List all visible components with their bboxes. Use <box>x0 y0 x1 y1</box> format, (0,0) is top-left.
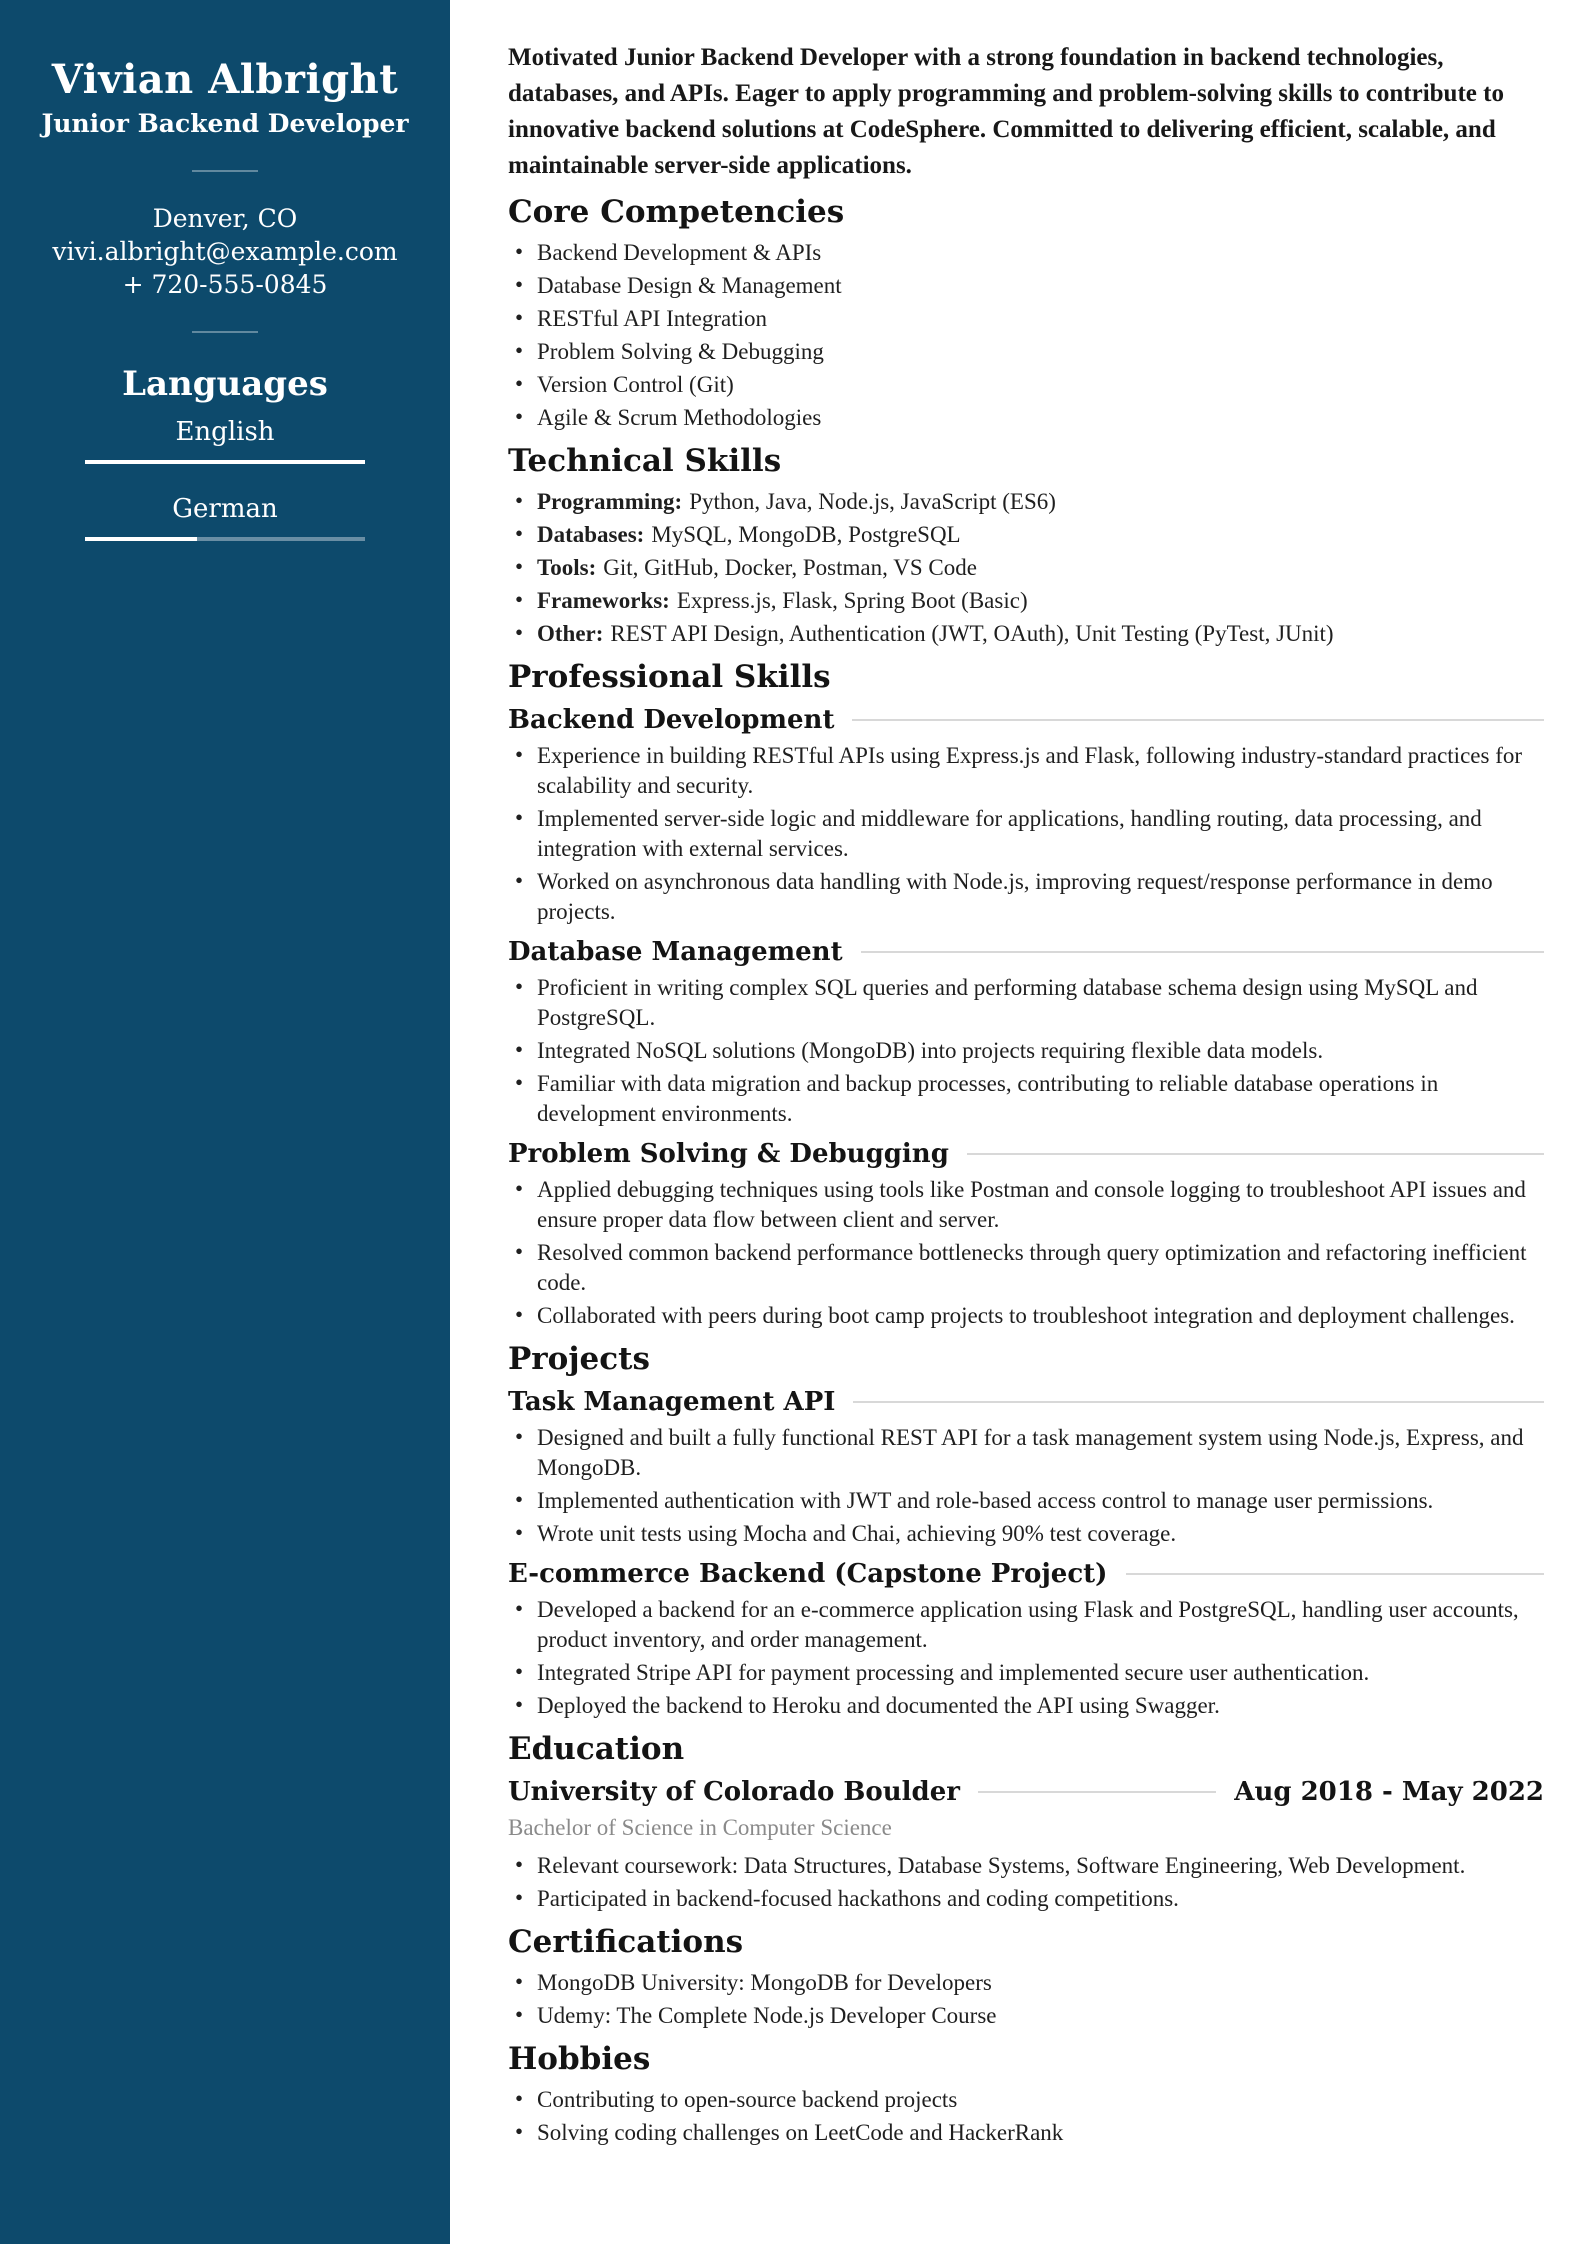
list-item-text: Integrated Stripe API for payment processing and implemented secure user authentication. <box>537 1660 1370 1685</box>
subsection-rule <box>861 951 1544 953</box>
skill-label: Databases: <box>537 522 645 547</box>
education-degree: Bachelor of Science in Computer Science <box>508 1815 892 1840</box>
subsection-title: E-commerce Backend (Capstone Project) <box>508 1559 1108 1589</box>
person-job-title: Junior Backend Developer <box>41 109 409 138</box>
list-item <box>508 403 1544 433</box>
list-item <box>508 741 1544 801</box>
skill-text: Git, GitHub, Docker, Postman, VS Code <box>603 555 977 580</box>
main-content <box>450 0 1588 2244</box>
skill-text: Python, Java, Node.js, JavaScript (ES6) <box>689 489 1056 514</box>
language-name: English <box>175 417 275 447</box>
subsection-header <box>508 1137 1544 1171</box>
list-item <box>508 867 1544 927</box>
subsection-title: Backend Development <box>508 705 835 735</box>
subsection-title: Database Management <box>508 937 843 967</box>
project-list <box>508 1595 1544 1721</box>
subsection-title: Task Management API <box>508 1387 836 1417</box>
subsection-rule <box>1126 1573 1545 1575</box>
list-item-text: Deployed the backend to Heroku and documented the API using Swagger. <box>537 1693 1220 1718</box>
language-name: German <box>172 494 278 524</box>
list-item-text: Problem Solving & Debugging <box>537 339 824 364</box>
section-education <box>508 1731 1544 1914</box>
language-level-bar <box>85 460 365 464</box>
sidebar-divider <box>192 170 258 172</box>
languages-heading: Languages <box>122 364 328 404</box>
list-item-text: Experience in building RESTful APIs using Express.js and Flask, following industry-standard practices for scalability and security. <box>537 743 1523 798</box>
skill-text: MySQL, MongoDB, PostgreSQL <box>651 522 961 547</box>
section-heading: Education <box>508 1731 685 1767</box>
list-item <box>508 1519 1544 1549</box>
list-item <box>508 586 1544 616</box>
education-header <box>508 1775 1544 1809</box>
list-item-text: Relevant coursework: Data Structures, Database Systems, Software Engineering, Web Development. <box>537 1853 1466 1878</box>
section-heading: Hobbies <box>508 2041 651 2077</box>
person-name: Vivian Albright <box>51 56 399 103</box>
section-technical-skills <box>508 443 1544 649</box>
list-item <box>508 1069 1544 1129</box>
list-item-text: Familiar with data migration and backup processes, contributing to reliable database operations in development environments. <box>537 1071 1439 1126</box>
list-item-text: Participated in backend-focused hackathons and coding competitions. <box>537 1886 1179 1911</box>
section-core-competencies <box>508 194 1544 433</box>
contact-location: Denver, CO <box>152 204 298 233</box>
professional-skills-list <box>508 1175 1544 1331</box>
education-dates: Aug 2018 - May 2022 <box>1234 1777 1544 1807</box>
list-item-text: Applied debugging techniques using tools like Postman and console logging to troubleshoot API issues and ensure proper data flow between client and server. <box>537 1177 1526 1232</box>
subsection-rule <box>978 1791 1216 1793</box>
list-item <box>508 1884 1544 1914</box>
list-item <box>508 2085 1544 2115</box>
language-level-fill <box>85 537 197 541</box>
section-heading: Professional Skills <box>508 659 831 695</box>
subsection-title: Problem Solving & Debugging <box>508 1139 949 1169</box>
technical-skills-list <box>508 487 1544 649</box>
language-level-bar <box>85 537 365 541</box>
subsection-rule <box>853 1401 1544 1403</box>
list-item-text: Implemented authentication with JWT and role-based access control to manage user permissions. <box>537 1488 1434 1513</box>
list-item <box>508 337 1544 367</box>
list-item-text: Database Design & Management <box>537 273 842 298</box>
list-item <box>508 520 1544 550</box>
list-item-text: Backend Development & APIs <box>537 240 822 265</box>
list-item-text: Udemy: The Complete Node.js Developer Course <box>537 2003 997 2028</box>
list-item-text: Wrote unit tests using Mocha and Chai, achieving 90% test coverage. <box>537 1521 1177 1546</box>
list-item <box>508 304 1544 334</box>
education-school: University of Colorado Boulder <box>508 1777 960 1807</box>
list-item-text: Implemented server-side logic and middleware for applications, handling routing, data processing, and integration with external services. <box>537 806 1482 861</box>
list-item <box>508 370 1544 400</box>
section-certifications <box>508 1924 1544 2031</box>
professional-skills-list <box>508 973 1544 1129</box>
list-item-text: Agile & Scrum Methodologies <box>537 405 822 430</box>
subsection-rule <box>967 1153 1544 1155</box>
list-item <box>508 1175 1544 1235</box>
subsection-header <box>508 1385 1544 1419</box>
subsection-header <box>508 1557 1544 1591</box>
list-item-text: Developed a backend for an e-commerce application using Flask and PostgreSQL, handling user accounts, product inventory, and order management. <box>537 1597 1519 1652</box>
professional-skills-list <box>508 741 1544 927</box>
core-competencies-list <box>508 238 1544 433</box>
list-item <box>508 238 1544 268</box>
contact-block <box>36 202 414 301</box>
section-projects <box>508 1341 1544 1721</box>
sidebar-divider <box>192 331 258 333</box>
skill-label: Programming: <box>537 489 683 514</box>
skill-label: Tools: <box>537 555 597 580</box>
list-item-text: MongoDB University: MongoDB for Developers <box>537 1970 992 1995</box>
language-item <box>36 415 414 464</box>
list-item <box>508 271 1544 301</box>
skill-text: Express.js, Flask, Spring Boot (Basic) <box>676 588 1028 613</box>
contact-phone: + 720-555-0845 <box>122 270 328 299</box>
list-item <box>508 1595 1544 1655</box>
list-item <box>508 619 1544 649</box>
list-item-text: Resolved common backend performance bottlenecks through query optimization and refactoring inefficient code. <box>537 1240 1527 1295</box>
list-item-text: RESTful API Integration <box>537 306 767 331</box>
section-heading: Technical Skills <box>508 443 782 479</box>
hobbies-list <box>508 2085 1544 2148</box>
list-item <box>508 553 1544 583</box>
list-item <box>508 1658 1544 1688</box>
list-item <box>508 1968 1544 1998</box>
certifications-list <box>508 1968 1544 2031</box>
list-item <box>508 1486 1544 1516</box>
list-item <box>508 804 1544 864</box>
list-item <box>508 487 1544 517</box>
list-item-text: Designed and built a fully functional REST API for a task management system using Node.js, Express, and MongoDB. <box>537 1425 1524 1480</box>
list-item-text: Version Control (Git) <box>537 372 734 397</box>
summary-paragraph: Motivated Junior Backend Developer with a strong foundation in backend technologies, databases, and APIs. Eager to apply programming and problem-solving skills to contribute to innovative backend solutions at CodeSphere. Committed to delivering efficient, scalable, and maintainable server-side applications. <box>508 44 1504 179</box>
section-heading: Core Competencies <box>508 194 845 230</box>
education-list <box>508 1851 1544 1914</box>
section-heading: Certifications <box>508 1924 744 1960</box>
list-item <box>508 1691 1544 1721</box>
skill-label: Frameworks: <box>537 588 670 613</box>
skill-label: Other: <box>537 621 604 646</box>
section-hobbies <box>508 2041 1544 2148</box>
skill-text: REST API Design, Authentication (JWT, OAuth), Unit Testing (PyTest, JUnit) <box>610 621 1334 646</box>
subsection-rule <box>852 719 1544 721</box>
language-level-fill <box>85 460 365 464</box>
list-item-text: Proficient in writing complex SQL queries and performing database schema design using MySQL and PostgreSQL. <box>537 975 1478 1030</box>
list-item-text: Solving coding challenges on LeetCode and HackerRank <box>537 2120 1064 2145</box>
list-item <box>508 973 1544 1033</box>
contact-email: vivi.albright@example.com <box>52 237 398 266</box>
sidebar <box>0 0 450 2244</box>
subsection-header <box>508 703 1544 737</box>
list-item-text: Worked on asynchronous data handling with Node.js, improving request/response performance in demo projects. <box>537 869 1493 924</box>
list-item-text: Integrated NoSQL solutions (MongoDB) into projects requiring flexible data models. <box>537 1038 1324 1063</box>
list-item <box>508 1423 1544 1483</box>
list-item <box>508 2118 1544 2148</box>
language-item <box>36 492 414 541</box>
subsection-header <box>508 935 1544 969</box>
list-item <box>508 2001 1544 2031</box>
project-list <box>508 1423 1544 1549</box>
section-professional-skills <box>508 659 1544 1331</box>
list-item <box>508 1238 1544 1298</box>
list-item <box>508 1851 1544 1881</box>
list-item-text: Contributing to open-source backend projects <box>537 2087 958 2112</box>
list-item <box>508 1301 1544 1331</box>
section-heading: Projects <box>508 1341 650 1377</box>
list-item <box>508 1036 1544 1066</box>
list-item-text: Collaborated with peers during boot camp projects to troubleshoot integration and deployment challenges. <box>537 1303 1515 1328</box>
